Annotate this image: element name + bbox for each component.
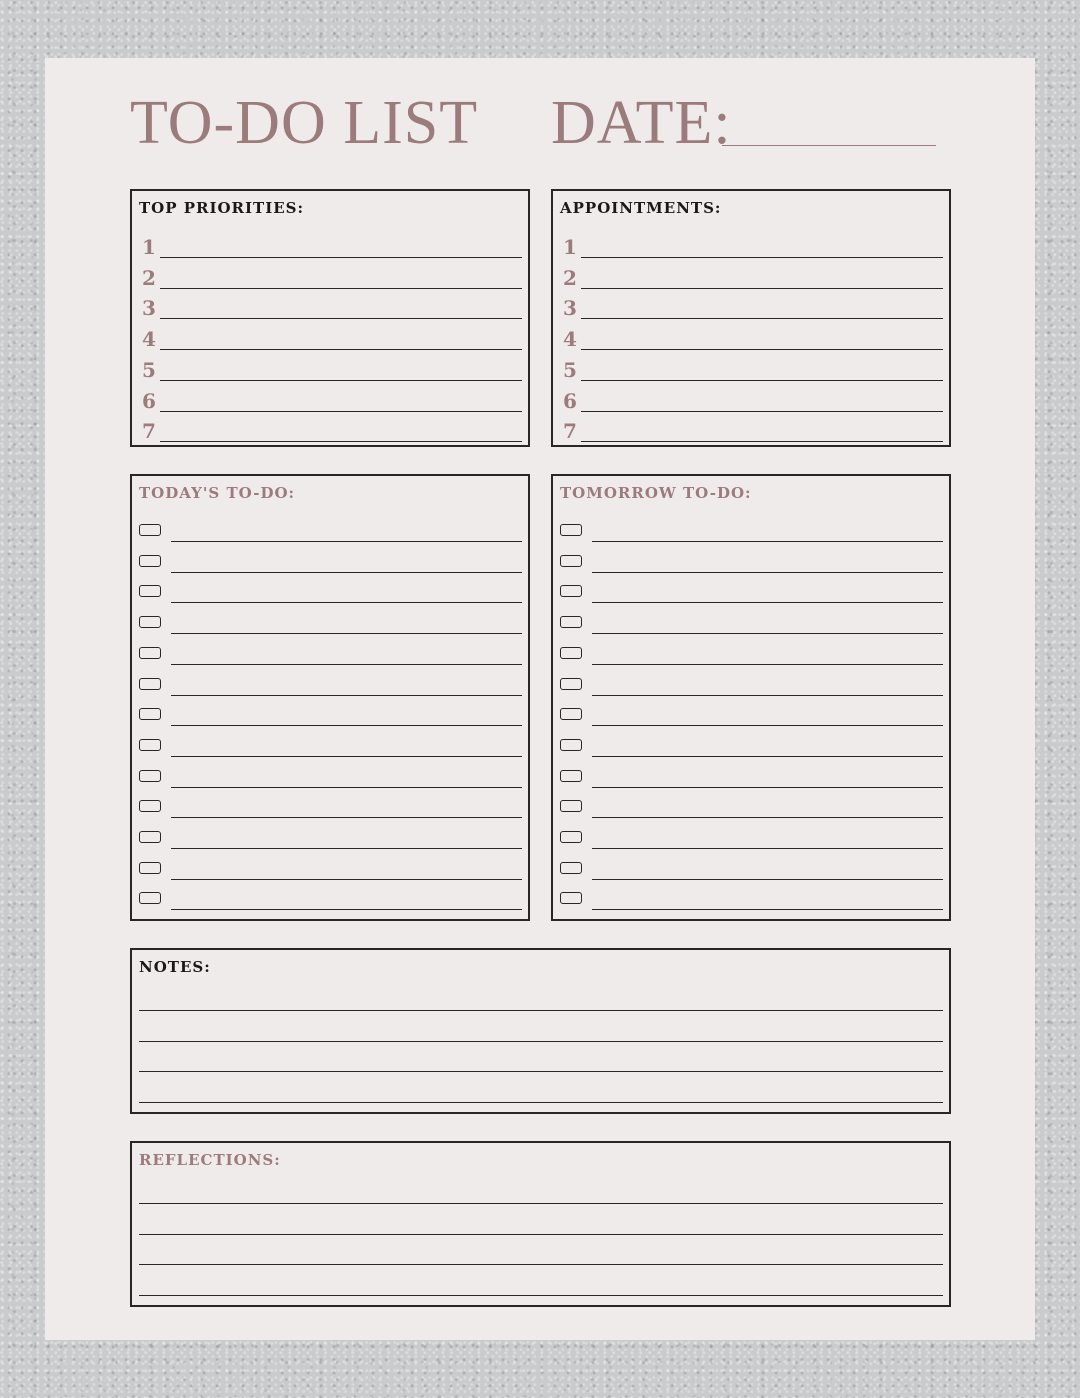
notes-line[interactable]	[139, 1071, 943, 1072]
date-label: DATE:	[551, 89, 732, 157]
appointment-item-number: 4	[563, 327, 577, 352]
priority-item-2[interactable]	[132, 258, 528, 289]
notes-label: NOTES:	[139, 958, 211, 976]
priority-item-number: 2	[142, 265, 156, 290]
reflections-line[interactable]	[139, 1203, 943, 1204]
today-checkbox[interactable]	[139, 831, 161, 843]
tomorrow-checkbox[interactable]	[560, 678, 582, 690]
today-checkbox[interactable]	[139, 555, 161, 567]
notes-line[interactable]	[139, 1010, 943, 1011]
tomorrow-task-row	[553, 511, 949, 542]
priority-item-number: 1	[142, 235, 156, 259]
todays-todo-section	[130, 474, 530, 921]
reflections-line[interactable]	[139, 1234, 943, 1235]
today-task-row	[132, 542, 528, 573]
appointment-item-number: 3	[563, 296, 577, 321]
priority-item-6[interactable]	[132, 381, 528, 412]
reflections-line[interactable]	[139, 1295, 943, 1296]
tomorrow-checkbox[interactable]	[560, 739, 582, 751]
tomorrow-todo-section	[551, 474, 951, 921]
today-checkbox[interactable]	[139, 647, 161, 659]
todays-todo-label: TODAY'S TO-DO:	[139, 484, 296, 502]
today-checkbox[interactable]	[139, 708, 161, 720]
tomorrow-task-row	[553, 634, 949, 665]
tomorrow-task-row	[553, 757, 949, 788]
appointments-section	[551, 189, 951, 447]
priority-item-number: 5	[142, 357, 156, 382]
today-task-row	[132, 665, 528, 696]
today-task-row	[132, 511, 528, 542]
tomorrow-task-row	[553, 818, 949, 849]
appointment-item-1[interactable]	[553, 227, 949, 258]
tomorrow-checkbox[interactable]	[560, 647, 582, 659]
appointment-item-5[interactable]	[553, 350, 949, 381]
today-checkbox[interactable]	[139, 892, 161, 904]
priority-item-number: 6	[142, 388, 156, 413]
appointment-item-line[interactable]	[581, 441, 943, 442]
today-task-line[interactable]	[171, 909, 522, 910]
today-task-row	[132, 849, 528, 880]
today-checkbox[interactable]	[139, 678, 161, 690]
today-task-row	[132, 757, 528, 788]
tomorrow-todo-label: TOMORROW TO-DO:	[560, 484, 752, 502]
tomorrow-checkbox[interactable]	[560, 831, 582, 843]
tomorrow-checkbox[interactable]	[560, 770, 582, 782]
tomorrow-checkbox[interactable]	[560, 524, 582, 536]
reflections-label: REFLECTIONS:	[139, 1151, 281, 1169]
today-task-row	[132, 603, 528, 634]
reflections-line[interactable]	[139, 1264, 943, 1265]
today-checkbox[interactable]	[139, 616, 161, 628]
tomorrow-checkbox[interactable]	[560, 708, 582, 720]
reflections-section	[130, 1141, 951, 1307]
tomorrow-task-row	[553, 695, 949, 726]
tomorrow-task-row	[553, 787, 949, 818]
tomorrow-task-row	[553, 879, 949, 910]
today-checkbox[interactable]	[139, 862, 161, 874]
appointment-item-7[interactable]	[553, 411, 949, 442]
tomorrow-task-row	[553, 849, 949, 880]
today-checkbox[interactable]	[139, 585, 161, 597]
notes-line[interactable]	[139, 1041, 943, 1042]
appointment-item-number: 6	[563, 388, 577, 413]
priority-item-number: 7	[142, 419, 156, 444]
appointment-item-number: 7	[563, 419, 577, 444]
today-checkbox[interactable]	[139, 524, 161, 536]
today-task-row	[132, 787, 528, 818]
priority-item-number: 3	[142, 296, 156, 321]
notes-line[interactable]	[139, 1102, 943, 1103]
tomorrow-task-row	[553, 726, 949, 757]
tomorrow-task-row	[553, 665, 949, 696]
appointment-item-2[interactable]	[553, 258, 949, 289]
tomorrow-checkbox[interactable]	[560, 892, 582, 904]
appointment-item-6[interactable]	[553, 381, 949, 412]
priority-item-1[interactable]	[132, 227, 528, 258]
appointment-item-number: 5	[563, 357, 577, 382]
today-task-row	[132, 695, 528, 726]
priority-item-line[interactable]	[160, 441, 522, 442]
appointment-item-number: 2	[563, 265, 577, 290]
appointment-item-number: 1	[563, 235, 577, 259]
notes-section	[130, 948, 951, 1114]
tomorrow-checkbox[interactable]	[560, 616, 582, 628]
priority-item-number: 4	[142, 327, 156, 352]
priority-item-4[interactable]	[132, 319, 528, 350]
appointment-item-4[interactable]	[553, 319, 949, 350]
date-field[interactable]	[722, 145, 936, 146]
today-task-row	[132, 818, 528, 849]
today-task-row	[132, 572, 528, 603]
today-checkbox[interactable]	[139, 739, 161, 751]
tomorrow-task-row	[553, 603, 949, 634]
top-priorities-label: TOP PRIORITIES:	[139, 199, 305, 217]
priority-item-5[interactable]	[132, 350, 528, 381]
tomorrow-checkbox[interactable]	[560, 800, 582, 812]
page-title: TO-DO LIST	[130, 89, 479, 157]
appointments-label: APPOINTMENTS:	[560, 199, 722, 217]
top-priorities-section	[130, 189, 530, 447]
tomorrow-task-line[interactable]	[592, 909, 943, 910]
today-task-row	[132, 879, 528, 910]
tomorrow-task-row	[553, 542, 949, 573]
today-checkbox[interactable]	[139, 800, 161, 812]
today-task-row	[132, 726, 528, 757]
tomorrow-task-row	[553, 572, 949, 603]
today-task-row	[132, 634, 528, 665]
tomorrow-checkbox[interactable]	[560, 585, 582, 597]
tomorrow-checkbox[interactable]	[560, 862, 582, 874]
priority-item-7[interactable]	[132, 411, 528, 442]
today-checkbox[interactable]	[139, 770, 161, 782]
appointment-item-3[interactable]	[553, 288, 949, 319]
tomorrow-checkbox[interactable]	[560, 555, 582, 567]
priority-item-3[interactable]	[132, 288, 528, 319]
